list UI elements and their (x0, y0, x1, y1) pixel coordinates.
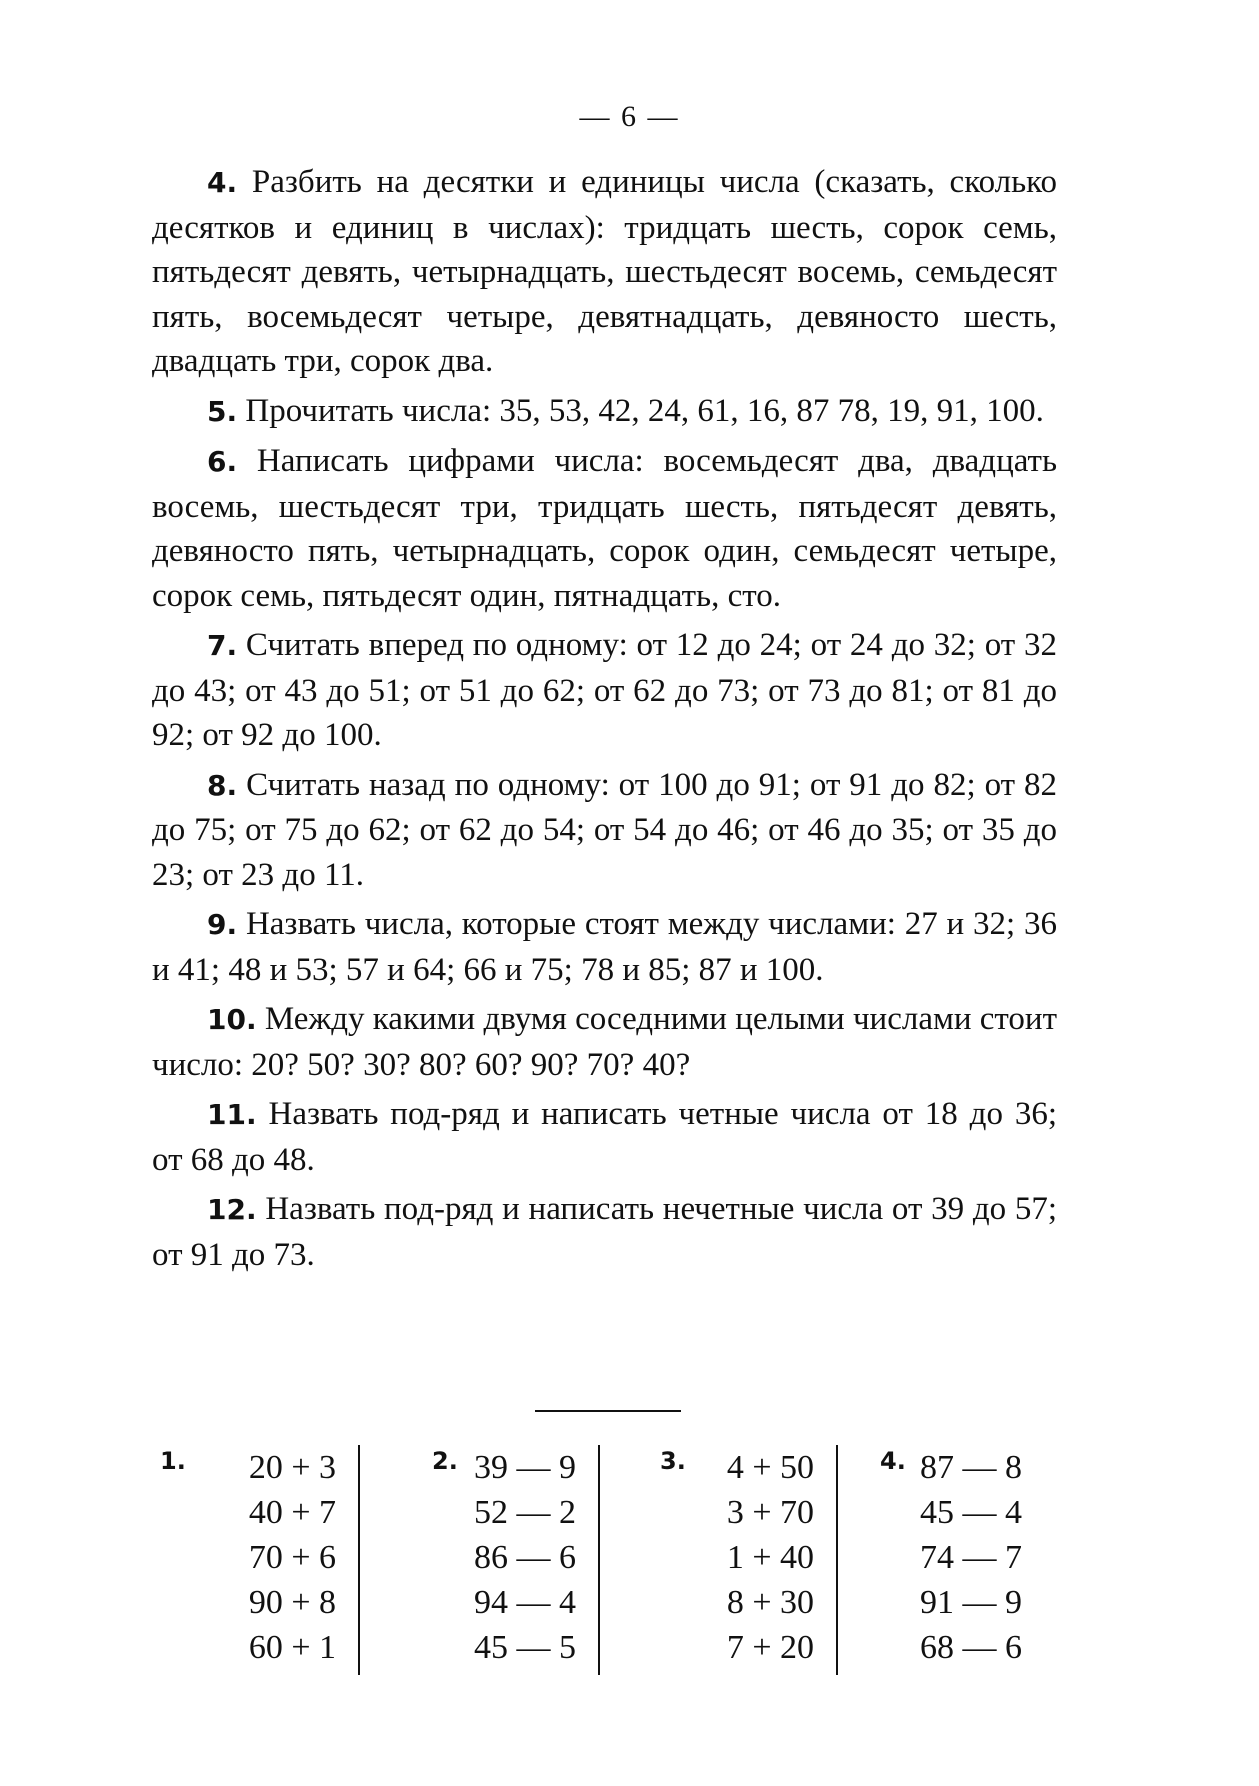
exercise-text: Написать цифрами числа: восемьдесят два, двадцать восемь, шестьдесят три, тридцать шесть, пятьдесят девять, девяносто пять, четырнадцать, сорок один, семьдесят четыре, сорок семь, пятьдесят один, пятнадцать, сто. (152, 443, 1058, 614)
drill-item: 90 + 8 (248, 1584, 336, 1621)
exercise-number: 7. (207, 629, 238, 662)
section-divider (535, 1410, 681, 1412)
drill-column-2 (360, 1445, 600, 1675)
drill-column-1 (150, 1445, 360, 1675)
exercise-number: 8. (207, 768, 238, 802)
drill-items (727, 1445, 814, 1670)
drill-column-3 (600, 1445, 838, 1675)
drill-item: 4 + 50 (726, 1449, 814, 1486)
drill-item: 87 — 8 (920, 1449, 1022, 1486)
exercise-6 (152, 439, 1057, 618)
drill-item: 40 + 7 (248, 1494, 336, 1531)
drill-number: 4. (880, 1447, 906, 1475)
drill-item: 91 — 9 (920, 1584, 1022, 1621)
drill-item: 86 — 6 (474, 1539, 576, 1576)
drill-number: 3. (660, 1447, 686, 1475)
page-number: — 6 — (579, 100, 680, 133)
drill-item: 3 + 70 (726, 1494, 814, 1531)
exercise-10 (152, 997, 1057, 1087)
drill-item: 45 — 5 (474, 1629, 576, 1666)
exercise-number: 12. (207, 1193, 257, 1226)
drill-item: 70 + 6 (248, 1539, 336, 1576)
drill-columns (150, 1445, 1055, 1675)
drill-item: 20 + 3 (248, 1449, 336, 1486)
exercise-11 (152, 1092, 1057, 1182)
drill-item: 8 + 30 (726, 1584, 814, 1621)
drill-item: 1 + 40 (726, 1539, 814, 1576)
drill-item: 7 + 20 (726, 1629, 814, 1666)
drill-items (474, 1445, 576, 1670)
exercise-5 (152, 389, 1057, 435)
exercise-text: Прочитать числа: 35, 53, 42, 24, 61, 16, 87 78, 19, 91, 100. (245, 392, 1044, 429)
drill-item: 52 — 2 (474, 1494, 576, 1531)
exercise-text: Назвать под-ряд и написать четные числа от 18 до 36; от 68 до 48. (152, 1096, 1058, 1178)
exercise-4 (152, 160, 1057, 384)
exercise-text: Между какими двумя соседними целыми числами стоит число: 20? 50? 30? 80? 60? 90? 70? 40? (152, 1001, 1057, 1083)
exercise-text: Считать назад по одному: от 100 до 91; от 91 до 82; от 82 до 75; от 75 до 62; от 62 до 54; от 54 до 46; от 46 до 35; от 35 до 23; от 23 до 11. (152, 766, 1058, 893)
exercise-number: 6. (207, 445, 238, 478)
drill-item: 45 — 4 (920, 1494, 1022, 1531)
drill-item: 74 — 7 (920, 1539, 1022, 1576)
exercise-number: 11. (207, 1098, 257, 1131)
exercise-8 (152, 763, 1057, 898)
drill-item: 60 + 1 (248, 1629, 336, 1666)
exercise-7 (152, 623, 1057, 758)
exercise-9 (152, 902, 1057, 992)
exercise-text: Разбить на десятки и единицы числа (сказать, сколько десятков и единиц в числах): тридцать шесть, сорок семь, пятьдесят девять, четырнадцать, шестьдесят восемь, семьдесят пять, восемьдесят четыре, девятнадцать, девяносто шесть, двадцать три, сорок два. (152, 164, 1058, 379)
exercise-text: Назвать под-ряд и написать нечетные числа от 39 до 57; от 91 до 73. (152, 1191, 1057, 1273)
drill-items (249, 1445, 336, 1670)
exercise-list (152, 160, 1057, 1282)
exercise-number: 4. (207, 166, 238, 199)
drill-item: 68 — 6 (920, 1629, 1022, 1666)
exercise-number: 10. (207, 1003, 257, 1036)
drill-number: 1. (160, 1447, 186, 1475)
exercise-text: Назвать числа, которые стоят между числами: 27 и 32; 36 и 41; 48 и 53; 57 и 64; 66 и 75; 78 и 85; 87 и 100. (152, 906, 1057, 988)
drill-item: 39 — 9 (474, 1449, 576, 1486)
exercise-number: 5. (207, 394, 238, 428)
drill-number: 2. (432, 1447, 458, 1475)
exercise-number: 9. (207, 908, 238, 941)
drill-item: 94 — 4 (474, 1584, 576, 1621)
exercise-12 (152, 1187, 1057, 1277)
exercise-text: Считать вперед по одному: от 12 до 24; от 24 до 32; от 32 до 43; от 43 до 51; от 51 до 62; от 62 до 73; от 73 до 81; от 81 до 92; от 92 до 100. (152, 627, 1058, 753)
drill-items (920, 1445, 1022, 1670)
drill-column-4 (838, 1445, 1055, 1675)
